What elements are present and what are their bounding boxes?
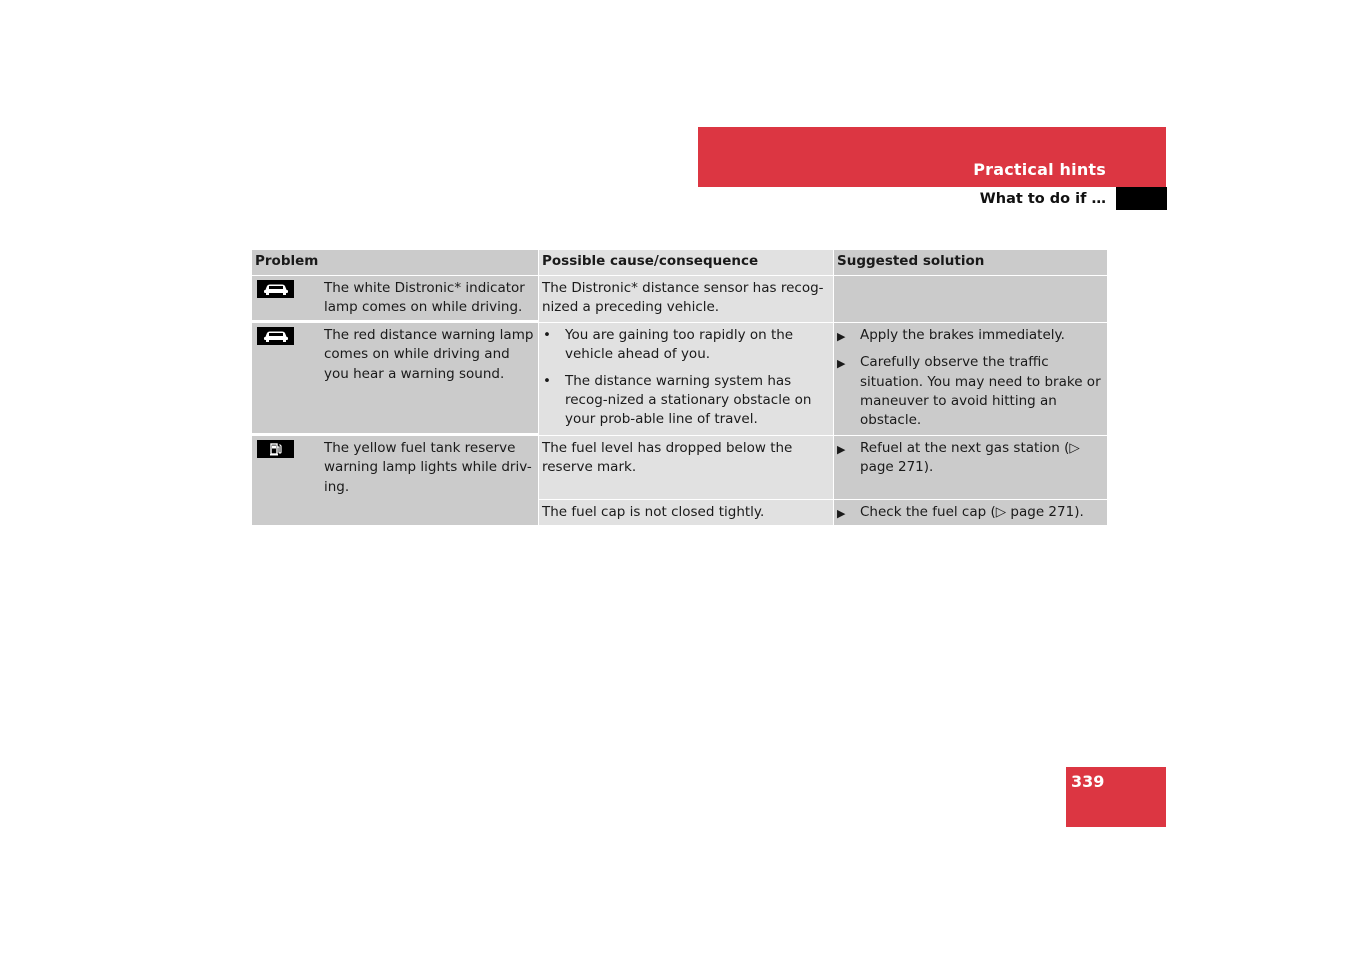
troubleshooting-table	[252, 250, 1107, 525]
arrow-icon: ▶	[837, 357, 846, 371]
cause-text: The Distronic* distance sensor has recog-nized a preceding vehicle.	[539, 276, 834, 322]
section-title: Practical hints	[973, 160, 1106, 179]
cause-text: The fuel level has dropped below the reserve mark.	[539, 436, 834, 499]
distronic-car-icon	[257, 280, 294, 298]
cause-text: The distance warning system has recog-nized a stationary obstacle on your prob-able line of travel.	[565, 372, 812, 428]
table-header-row	[252, 250, 1107, 275]
solution-text: Carefully observe the traffic situation. You may need to brake or maneuver to avoid hitting an obstacle.	[860, 354, 1101, 429]
solution-text	[834, 276, 1107, 322]
distance-warning-car-icon	[257, 327, 294, 345]
table-subrow	[539, 436, 1107, 499]
solution-text: Check the fuel cap (▷ page 271).	[860, 503, 1084, 520]
table-row	[252, 436, 1107, 525]
arrow-icon: ▶	[837, 506, 846, 520]
cause-text: The fuel cap is not closed tightly.	[539, 500, 834, 525]
cause-text: You are gaining too rapidly on the vehicle ahead of you.	[565, 326, 794, 363]
list-item	[837, 439, 1103, 478]
list-item	[542, 372, 829, 430]
subsection-title: What to do if …	[979, 191, 1106, 207]
list-item	[837, 353, 1103, 431]
table-subrow	[539, 500, 1107, 525]
problem-text: The white Distronic* indicator lamp comes on while driving.	[324, 280, 525, 316]
solution-text: Refuel at the next gas station (▷ page 271).	[860, 439, 1080, 476]
table-row	[252, 276, 1107, 322]
list-item	[837, 326, 1103, 346]
header-solution: Suggested solution	[834, 250, 1107, 275]
problem-text: The red distance warning lamp comes on while driving and you hear a warning sound.	[324, 326, 534, 382]
header-cause: Possible cause/consequence	[539, 250, 834, 275]
page-number: 339	[1071, 772, 1105, 791]
bullet-mark: •	[543, 372, 551, 389]
bullet-mark: •	[543, 326, 551, 343]
table-row	[252, 323, 1107, 435]
arrow-icon: ▶	[837, 329, 846, 343]
list-item	[837, 503, 1103, 523]
arrow-icon: ▶	[837, 442, 846, 456]
solution-text: Apply the brakes immediately.	[860, 326, 1065, 343]
problem-text: The yellow fuel tank reserve warning lamp lights while driv-ing.	[324, 439, 532, 495]
list-item	[542, 326, 829, 365]
fuel-pump-icon	[257, 440, 294, 458]
section-tab-marker	[1116, 187, 1167, 210]
header-problem: Problem	[252, 250, 539, 275]
